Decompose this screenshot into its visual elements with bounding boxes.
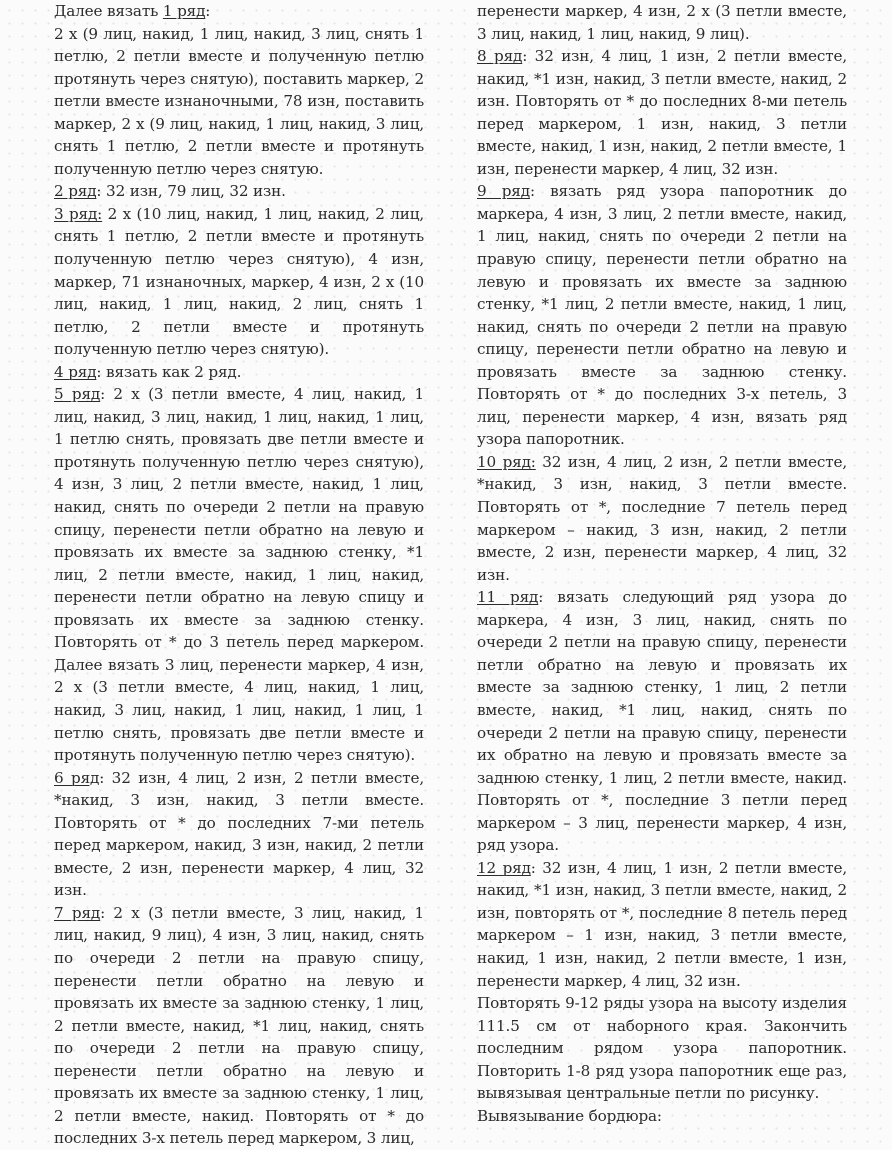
row-label: 9 ряд — [477, 182, 530, 201]
paragraph-text: Повторять 9-12 ряды узора на высоту изделия 111.5 см от наборного края. Закончить последним рядом узора папоротник. Повторить 1-8 ряд узора папоротник еще раз, вывязывая центральные петли по рисунку. — [477, 994, 847, 1103]
paragraph-text: : 2 х (3 петли вместе, 3 лиц, накид, 1 лиц, накид, 9 лиц), 4 изн, 3 лиц, накид, снять по очереди 2 петли на правую спицу, перенести петли обратно на левую и провязать их вместе за заднюю стенку, 1 лиц, 2 петли вместе, накид, *1 лиц, накид, снять по очереди 2 петли на правую спицу, перенести петли обратно на левую и провязать их вместе за заднюю стенку, 1 лиц, 2 петли вместе, накид. Повторять от * до последних 3-х петель перед маркером, 3 лиц, — [54, 903, 424, 1148]
paragraph-text: Вывязывание бордюра: — [477, 1106, 662, 1125]
paragraph-row-10 — [477, 451, 847, 586]
row-label: 11 ряд — [477, 588, 539, 607]
paragraph-row-8 — [477, 45, 847, 180]
row-label: 6 ряд — [54, 768, 100, 787]
row-label: 5 ряд — [54, 385, 101, 404]
paragraph-text: : вязать следующий ряд узора до маркера, 4 изн, 3 лиц, накид, снять по очереди 2 петли на правую спицу, перенести петли обратно на левую и провязать их вместе за заднюю стенку, 1 лиц, 2 петли вместе, накид, *1 лиц, накид, снять по очереди 2 петли на правую спицу, перенести их обратно на левую и провязать вместе за заднюю стенку, 1 лиц, 2 петли вместе, накид. Повторять от *, последние 3 петли перед маркером – 3 лиц, перенести маркер, 4 изн, ряд узора. — [477, 588, 847, 855]
row-label: 7 ряд — [54, 903, 101, 922]
paragraph-row-2 — [54, 180, 424, 203]
paragraph-row-5 — [54, 383, 424, 766]
paragraph-row-11 — [477, 586, 847, 857]
paragraph-text: 2 х (9 лиц, накид, 1 лиц, накид, 3 лиц, снять 1 петлю, 2 петли вместе и полученную петлю протянуть через снятую), поставить маркер, 2 петли вместе изнаночными, 78 изн, поставить маркер, 2 х (9 лиц, накид, 1 лиц, накид, 3 лиц, снять 1 петлю, 2 петли вместе и протянуть полученную петлю через снятую. — [54, 24, 424, 178]
intro-text: Далее вязать — [54, 2, 163, 20]
paragraph-row-7 — [54, 902, 424, 1150]
paragraph-row-3 — [54, 203, 424, 361]
row-label: 10 ряд: — [477, 452, 536, 471]
row-label: 12 ряд — [477, 858, 531, 877]
right-column — [477, 0, 847, 1127]
paragraph-text: : 2 х (3 петли вместе, 4 лиц, накид, 1 лиц, накид, 3 лиц, накид, 1 лиц, накид, 1 лиц, 1 петлю снять, провязать две петли вместе и протянуть полученную петлю через снятую), 4 изн, 3 лиц, 2 петли вместе, накид, 1 лиц, накид, снять по очереди 2 петли на правую спицу, перенести петли обратно на левую и провязать их вместе за заднюю стенку, *1 лиц, 2 петли вместе, накид, 1 лиц, накид, перенести петли обратно на левую спицу и провязать их вместе за заднюю стенку. Повторять от * до 3 петель перед маркером. Далее вязать 3 лиц, перенести маркер, 4 изн, 2 х (3 петли вместе, 4 лиц, накид, 1 лиц, накид, 3 лиц, накид, 1 лиц, накид, 1 лиц, 1 петлю снять, провязать две петли вместе и протянуть полученную петлю через снятую). — [54, 385, 424, 765]
paragraph-text: перенести маркер, 4 изн, 2 х (3 петли вместе, 3 лиц, накид, 1 лиц, накид, 9 лиц). — [477, 2, 847, 43]
paragraph-row-1 — [54, 23, 424, 181]
paragraph-row-7-continued — [477, 0, 847, 45]
paragraph-repeat-instructions — [477, 992, 847, 1105]
paragraph-text: : 32 изн, 79 лиц, 32 изн. — [96, 182, 286, 201]
row-label: 4 ряд — [54, 362, 97, 381]
paragraph-text: : — [205, 2, 211, 20]
paragraph-text: 2 х (10 лиц, накид, 1 лиц, накид, 2 лиц, снять 1 петлю, 2 петли вместе и протянуть полученную петлю через снятую), 4 изн, маркер, 71 изнаночных, маркер, 4 изн, 2 х (10 лиц, накид, 1 лиц, накид, 2 лиц, снять 1 петлю, 2 петли вместе и протянуть полученную петлю через снятую). — [54, 204, 424, 359]
paragraph-row-6 — [54, 767, 424, 902]
paragraph-row-1-intro — [54, 0, 424, 23]
paragraph-row-4 — [54, 361, 424, 384]
paragraph-border-heading — [477, 1105, 847, 1128]
paragraph-text: : вязать ряд узора папоротник до маркера, 4 изн, 3 лиц, 2 петли вместе, накид, 1 лиц, накид, снять по очереди 2 петли на правую спицу, перенести петли обратно на левую и провязать их вместе за заднюю стенку, *1 лиц, 2 петли вместе, накид, 1 лиц, накид, снять по очереди 2 петли на правую спицу, перенести петли обратно на левую и провязать вместе за заднюю стенку. Повторять от * до последних 3-х петель, 3 лиц, перенести маркер, 4 изн, вязать ряд узора папоротник. — [477, 182, 847, 449]
row-label: 2 ряд — [54, 182, 97, 201]
row-label: 3 ряд: — [54, 204, 103, 223]
paragraph-row-12 — [477, 857, 847, 992]
paragraph-text: : 32 изн, 4 лиц, 2 изн, 2 петли вместе, *накид, 3 изн, накид, 3 петли вместе. Повторять от * до последних 7-ми петель перед маркером, накид, 3 изн, накид, 2 петли вместе, 2 изн, перенести маркер, 4 лиц, 32 изн. — [54, 768, 424, 900]
paragraph-text: 32 изн, 4 лиц, 2 изн, 2 петли вместе, *накид, 3 изн, накид, 3 петли вместе. Повторять от *, последние 7 петель перед маркером – накид, 3 изн, накид, 2 петли вместе, 2 изн, перенести маркер, 4 лиц, 32 изн. — [477, 452, 848, 584]
row-label: 1 ряд — [162, 2, 206, 20]
paragraph-text: : 32 изн, 4 лиц, 1 изн, 2 петли вместе, накид, *1 изн, накид, 3 петли вместе, накид, 2 изн. Повторять от * до последних 8-ми петель перед маркером, 1 изн, накид, 3 петли вместе, накид, 1 изн, накид, 2 петли вместе, 1 изн, перенести маркер, 4 лиц, 32 изн. — [477, 47, 847, 178]
row-label: 8 ряд — [477, 47, 523, 66]
paragraph-text: : вязать как 2 ряд. — [96, 362, 242, 381]
left-column — [54, 0, 424, 1150]
paragraph-text: : 32 изн, 4 лиц, 1 изн, 2 петли вместе, накид, *1 изн, накид, 3 петли вместе, накид, 2 изн, повторять от *, последние 8 петель перед маркером – 1 изн, накид, 3 петли вместе, накид, 1 изн, накид, 2 петли вместе, 1 изн, перенести маркер, 4 лиц, 32 изн. — [477, 858, 847, 990]
paragraph-row-9 — [477, 180, 847, 451]
